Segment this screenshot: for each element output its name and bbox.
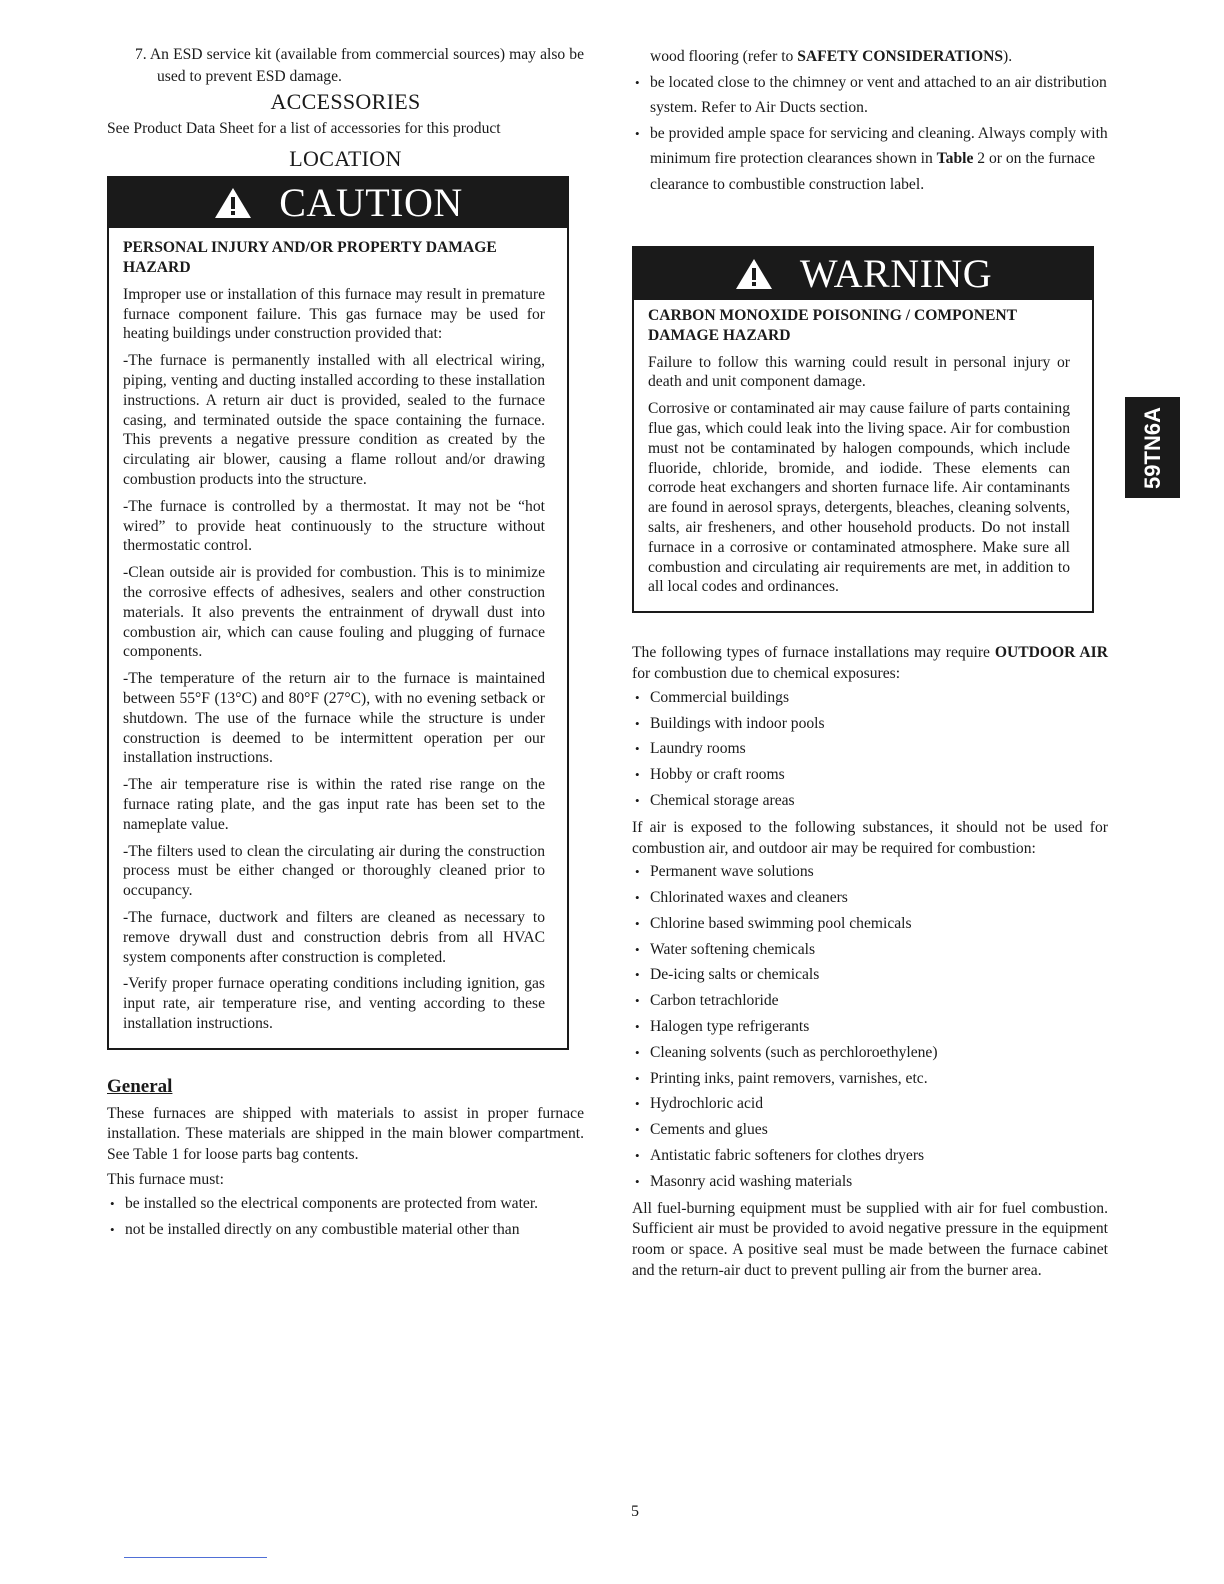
furnace-must-list	[107, 1191, 584, 1243]
caution-paragraph: -The filters used to clean the circulating air during the construction process must be either changed or thoroughly cleaned prior to occupancy.	[123, 842, 545, 900]
model-side-tab	[1125, 397, 1180, 498]
general-text: These furnaces are shipped with materials to assist in proper furnace installation. These materials are shipped in the main blower compartment. See Table 1 for loose parts bag contents.	[107, 1104, 584, 1164]
list-item: • De-icing salts or chemicals	[632, 962, 1108, 988]
flooring-text: wood flooring (refer to	[650, 48, 798, 65]
caution-paragraph: -The temperature of the return air to the furnace is maintained between 55°F (13°C) and 80°F (27°C), with no evening setback or shutdown. The use of the furnace while the structure is under construction is deemed to be intermittent operation per our installation instructions.	[123, 670, 545, 767]
caution-box	[107, 176, 569, 1050]
installation-types-list	[632, 685, 1108, 814]
list-item: • be installed so the electrical components are protected from water.	[107, 1191, 584, 1217]
list-item: • Chemical storage areas	[632, 788, 1108, 814]
warning-triangle-icon	[734, 257, 774, 291]
flooring-text-end: ).	[1003, 48, 1013, 65]
furnace-must-intro: This furnace must:	[107, 1171, 224, 1189]
outdoor-air-text: The following types of furnace installations may require	[632, 644, 995, 662]
list-item: • Water softening chemicals	[632, 937, 1108, 963]
general-heading: General	[107, 1075, 173, 1097]
list-item: • Hobby or craft rooms	[632, 762, 1108, 788]
list-item: • Masonry acid washing materials	[632, 1169, 1108, 1195]
left-column	[107, 44, 584, 1242]
warning-box	[632, 246, 1094, 614]
caution-paragraph: -The furnace, ductwork and filters are cleaned as necessary to remove drywall dust and construction debris from all HVAC system components after construction is completed.	[123, 908, 545, 966]
right-column	[632, 44, 1108, 1282]
caution-paragraph: -The furnace is controlled by a thermostat. It may not be “hot wired” to provide heat continuously to the structure without thermostatic control.	[123, 497, 545, 555]
caution-title: PERSONAL INJURY AND/OR PROPERTY DAMAGE HAZARD	[123, 238, 497, 276]
accessories-heading: ACCESSORIES	[270, 89, 421, 114]
substances-intro: If air is exposed to the following substances, it should not be used for combustion air, and outdoor air may be required for combustion:	[632, 818, 1108, 857]
safety-considerations-ref: SAFETY CONSIDERATIONS	[797, 48, 1004, 65]
caution-paragraph: -The furnace is permanently installed with all electrical wiring, piping, venting and ducting installed according to these installation instructions. A return air duct is provided, sealed to the furnace casing, and terminated outside the space containing the furnace. This prevents a negative pressure condition as created by the circulating air blower, causing a flame rollout and/or drawing combustion products into the structure.	[123, 352, 545, 488]
flooring-continuation	[632, 44, 1108, 70]
list-item: • be located close to the chimney or vent and attached to an air distribution system. Refer to Air Ducts section.	[632, 70, 1108, 121]
table-ref: Table	[936, 150, 974, 168]
outdoor-air-text-end: for combustion due to chemical exposures:	[632, 664, 901, 682]
list-item: • Laundry rooms	[632, 736, 1108, 762]
warning-banner-label: WARNING	[799, 251, 993, 297]
list-item: • Buildings with indoor pools	[632, 711, 1108, 737]
list-item: • Cements and glues	[632, 1117, 1108, 1143]
list-item: • Chlorinated waxes and cleaners	[632, 885, 1108, 911]
caution-paragraph: -Clean outside air is provided for combustion. This is to minimize the corrosive effects of adhesives, sealers and other construction materials. It also prevents the entrainment of drywall dust into combustion air, which can cause fouling and plugging of furnace components.	[123, 564, 545, 661]
warning-paragraph: Corrosive or contaminated air may cause failure of parts containing flue gas, which could leak into the living space. Air for combustion must not be contaminated by halogen compounds, which include fluoride, chloride, bromide, and iodide. These elements can corrode heat exchangers and shorten furnace life. Air contaminants are found in aerosol sprays, detergents, bleaches, cleaning solvents, salts, air fresheners, and other household products. Do not install furnace in a corrosive or contaminated atmosphere. Make sure all combustion and circulating air requirements are met, in addition to all local codes and ordinances.	[648, 400, 1070, 596]
closing-text: All fuel-burning equipment must be supplied with air for fuel combustion. Sufficient air must be provided to avoid negative pressure in the equipment room or space. A positive seal must be made between the furnace cabinet and the return-air duct to prevent pulling air from the burner area.	[632, 1199, 1108, 1280]
list-item: • Permanent wave solutions	[632, 859, 1108, 885]
list-item: • Carbon tetrachloride	[632, 988, 1108, 1014]
outdoor-air-intro	[632, 643, 1108, 685]
caution-banner	[109, 178, 567, 228]
list-item: • Hydrochloric acid	[632, 1091, 1108, 1117]
caution-content	[109, 228, 567, 1048]
caution-paragraph: -The air temperature rise is within the rated rise range on the furnace rating plate, and the gas input rate has been set to the nameplate value.	[123, 776, 545, 833]
furnace-must-list-continued	[632, 70, 1108, 198]
caution-paragraph: Improper use or installation of this furnace may result in premature furnace component failure. This gas furnace may be used for heating buildings under construction provided that:	[123, 285, 545, 343]
page-number: 5	[631, 1503, 639, 1520]
warning-content	[634, 300, 1092, 612]
list-item	[632, 121, 1108, 198]
caution-paragraph: -Verify proper furnace operating conditions including ignition, gas input rate, air temperature rise, and venting according to these installation instructions.	[123, 975, 545, 1032]
location-heading: LOCATION	[289, 145, 402, 171]
clearance-text: be provided ample space for servicing and cleaning. Always comply with minimum fire protection clearances shown in	[650, 124, 1108, 168]
outdoor-air-emphasis: OUTDOOR AIR	[994, 644, 1108, 662]
list-item: • Antistatic fabric softeners for clothes dryers	[632, 1143, 1108, 1169]
list-item: • Chlorine based swimming pool chemicals	[632, 911, 1108, 937]
clearance-text-end: 2 or on the furnace clearance to combustible construction label.	[650, 150, 1096, 193]
list-item: • not be installed directly on any combustible material other than	[107, 1217, 584, 1243]
accessories-text: See Product Data Sheet for a list of accessories for this product	[107, 120, 501, 137]
list-item: • Halogen type refrigerants	[632, 1014, 1108, 1040]
substances-list	[632, 859, 1108, 1194]
list-item: • Commercial buildings	[632, 685, 1108, 711]
warning-banner	[634, 248, 1092, 300]
footer-rule	[124, 1557, 267, 1558]
warning-paragraph: Failure to follow this warning could result in personal injury or death and unit component damage.	[648, 353, 1070, 391]
list-item: • Printing inks, paint removers, varnishes, etc.	[632, 1066, 1108, 1092]
model-number-label: 59TN6A	[1139, 406, 1165, 489]
esd-kit-item: 7. An ESD service kit (available from commercial sources) may also be used to prevent ESD damage.	[135, 46, 584, 85]
caution-banner-label: CAUTION	[279, 180, 463, 226]
list-item: • Cleaning solvents (such as perchloroethylene)	[632, 1040, 1108, 1066]
warning-triangle-icon	[213, 186, 253, 220]
warning-title: CARBON MONOXIDE POISONING / COMPONENT DAMAGE HAZARD	[648, 306, 1017, 344]
